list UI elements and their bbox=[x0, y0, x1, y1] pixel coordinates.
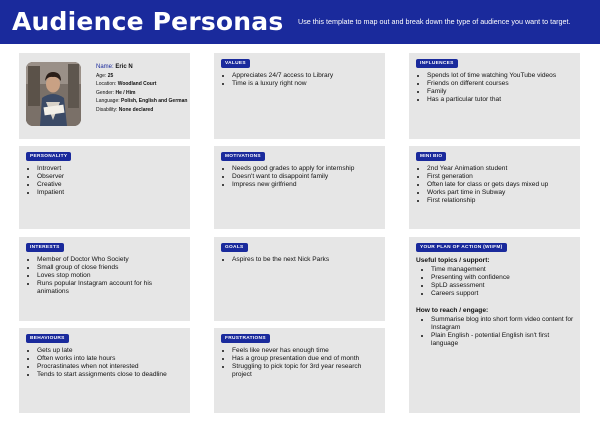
profile-card bbox=[19, 53, 190, 139]
list-item: • Friends on different courses bbox=[427, 80, 574, 88]
persona-photo bbox=[26, 62, 81, 126]
list-item: • Family bbox=[427, 88, 574, 96]
list-item: • 2nd Year Animation student bbox=[427, 165, 574, 173]
motivations-list bbox=[221, 165, 379, 189]
plan-reach-list bbox=[416, 316, 574, 348]
motivations-card bbox=[214, 146, 385, 229]
profile-language-label: Language: bbox=[96, 98, 120, 105]
list-item: • First generation bbox=[427, 173, 574, 181]
profile-age-value: 25 bbox=[107, 72, 114, 79]
profile-location-label: Location: bbox=[96, 81, 117, 88]
list-item: • Observer bbox=[37, 173, 184, 181]
list-item: • Member of Doctor Who Society bbox=[37, 256, 184, 264]
interests-badge: INTERESTS bbox=[26, 243, 64, 252]
profile-disability-label: Disability: bbox=[96, 106, 118, 113]
page-title: Audience Personas bbox=[12, 7, 284, 36]
list-item: • Has a particular tutor that bbox=[427, 96, 574, 104]
values-badge: VALUES bbox=[221, 59, 250, 68]
frustrations-list bbox=[221, 347, 379, 379]
motivations-badge: MOTIVATIONS bbox=[221, 152, 265, 161]
personality-list bbox=[26, 165, 184, 197]
behaviours-card bbox=[19, 328, 190, 413]
profile-gender-value: He / Him bbox=[115, 89, 136, 96]
list-item: • Small group of close friends bbox=[37, 264, 184, 272]
profile-location bbox=[96, 80, 187, 89]
list-item: • Appreciates 24/7 access to Library bbox=[232, 72, 379, 80]
goals-card bbox=[214, 237, 385, 321]
plan-badge: YOUR PLAN OF ACTION (WIIFM) bbox=[416, 243, 507, 252]
plan-card bbox=[409, 237, 580, 413]
list-item: • Often works into late hours bbox=[37, 355, 184, 363]
list-item: • Procrastinates when not interested bbox=[37, 363, 184, 371]
behaviours-list bbox=[26, 347, 184, 379]
profile-gender bbox=[96, 89, 187, 98]
persona-photo-illustration bbox=[26, 62, 81, 126]
profile-name-label: Name: bbox=[96, 64, 114, 70]
profile-language-value: Polish, English and German bbox=[121, 98, 188, 105]
plan-topics-heading: Useful topics / support: bbox=[416, 257, 490, 264]
behaviours-badge: BEHAVIOURS bbox=[26, 334, 69, 343]
list-item: • Time is a luxury right now bbox=[232, 80, 379, 88]
list-item: • Runs popular Instagram account for his animations bbox=[37, 280, 184, 296]
list-item: • Introvert bbox=[37, 165, 184, 173]
list-item: • Impatient bbox=[37, 189, 184, 197]
profile-name-value: Eric N bbox=[115, 64, 133, 70]
values-card bbox=[214, 53, 385, 139]
influences-card bbox=[409, 53, 580, 139]
list-item: • Summarise blog into short form video content for Instagram bbox=[431, 316, 574, 332]
list-item: • Plain English - potential English isn't first language bbox=[431, 332, 574, 348]
mini-bio-card bbox=[409, 146, 580, 229]
frustrations-badge: FRUSTRATIONS bbox=[221, 334, 270, 343]
plan-reach-heading: How to reach / engage: bbox=[416, 307, 489, 314]
list-item: • Presenting with confidence bbox=[431, 274, 574, 282]
profile-details bbox=[96, 63, 187, 115]
list-item: • SpLD assessment bbox=[431, 282, 574, 290]
list-item: • Feels like never has enough time bbox=[232, 347, 379, 355]
goals-list bbox=[221, 256, 379, 264]
influences-list bbox=[416, 72, 574, 104]
influences-badge: INFLUENCES bbox=[416, 59, 458, 68]
list-item: • Gets up late bbox=[37, 347, 184, 355]
profile-disability-value: None declared bbox=[118, 106, 154, 113]
list-item: • Often late for class or gets days mixed up bbox=[427, 181, 574, 189]
list-item: • Doesn't want to disappoint family bbox=[232, 173, 379, 181]
mini-bio-badge: MINI BIO bbox=[416, 152, 446, 161]
list-item: • Struggling to pick topic for 3rd year research project bbox=[232, 363, 379, 379]
profile-location-value: Woodland Court bbox=[117, 81, 157, 88]
values-list bbox=[221, 72, 379, 88]
list-item: • Careers support bbox=[431, 290, 574, 298]
list-item: • Works part time in Subway bbox=[427, 189, 574, 197]
list-item: • Impress new girlfriend bbox=[232, 181, 379, 189]
interests-list bbox=[26, 256, 184, 296]
profile-disability bbox=[96, 106, 187, 115]
profile-language bbox=[96, 97, 187, 106]
list-item: • Creative bbox=[37, 181, 184, 189]
list-item: • Has a group presentation due end of month bbox=[232, 355, 379, 363]
list-item: • Loves stop motion bbox=[37, 272, 184, 280]
interests-card bbox=[19, 237, 190, 321]
header-banner bbox=[0, 0, 600, 44]
profile-age bbox=[96, 72, 187, 81]
list-item: • Spends lot of time watching YouTube videos bbox=[427, 72, 574, 80]
frustrations-card bbox=[214, 328, 385, 413]
plan-topics-list bbox=[416, 266, 574, 298]
list-item: • Aspires to be the next Nick Parks bbox=[232, 256, 379, 264]
list-item: • Time management bbox=[431, 266, 574, 274]
mini-bio-list bbox=[416, 165, 574, 205]
page-subtitle: Use this template to map out and break down the type of audience you want to target. bbox=[298, 17, 571, 26]
personality-card bbox=[19, 146, 190, 229]
profile-gender-label: Gender: bbox=[96, 89, 115, 96]
goals-badge: GOALS bbox=[221, 243, 248, 252]
personality-badge: PERSONALITY bbox=[26, 152, 71, 161]
profile-age-label: Age: bbox=[96, 72, 107, 79]
list-item: • First relationship bbox=[427, 197, 574, 205]
list-item: • Needs good grades to apply for internship bbox=[232, 165, 379, 173]
list-item: • Tends to start assignments close to deadline bbox=[37, 371, 184, 379]
profile-name bbox=[96, 63, 187, 72]
